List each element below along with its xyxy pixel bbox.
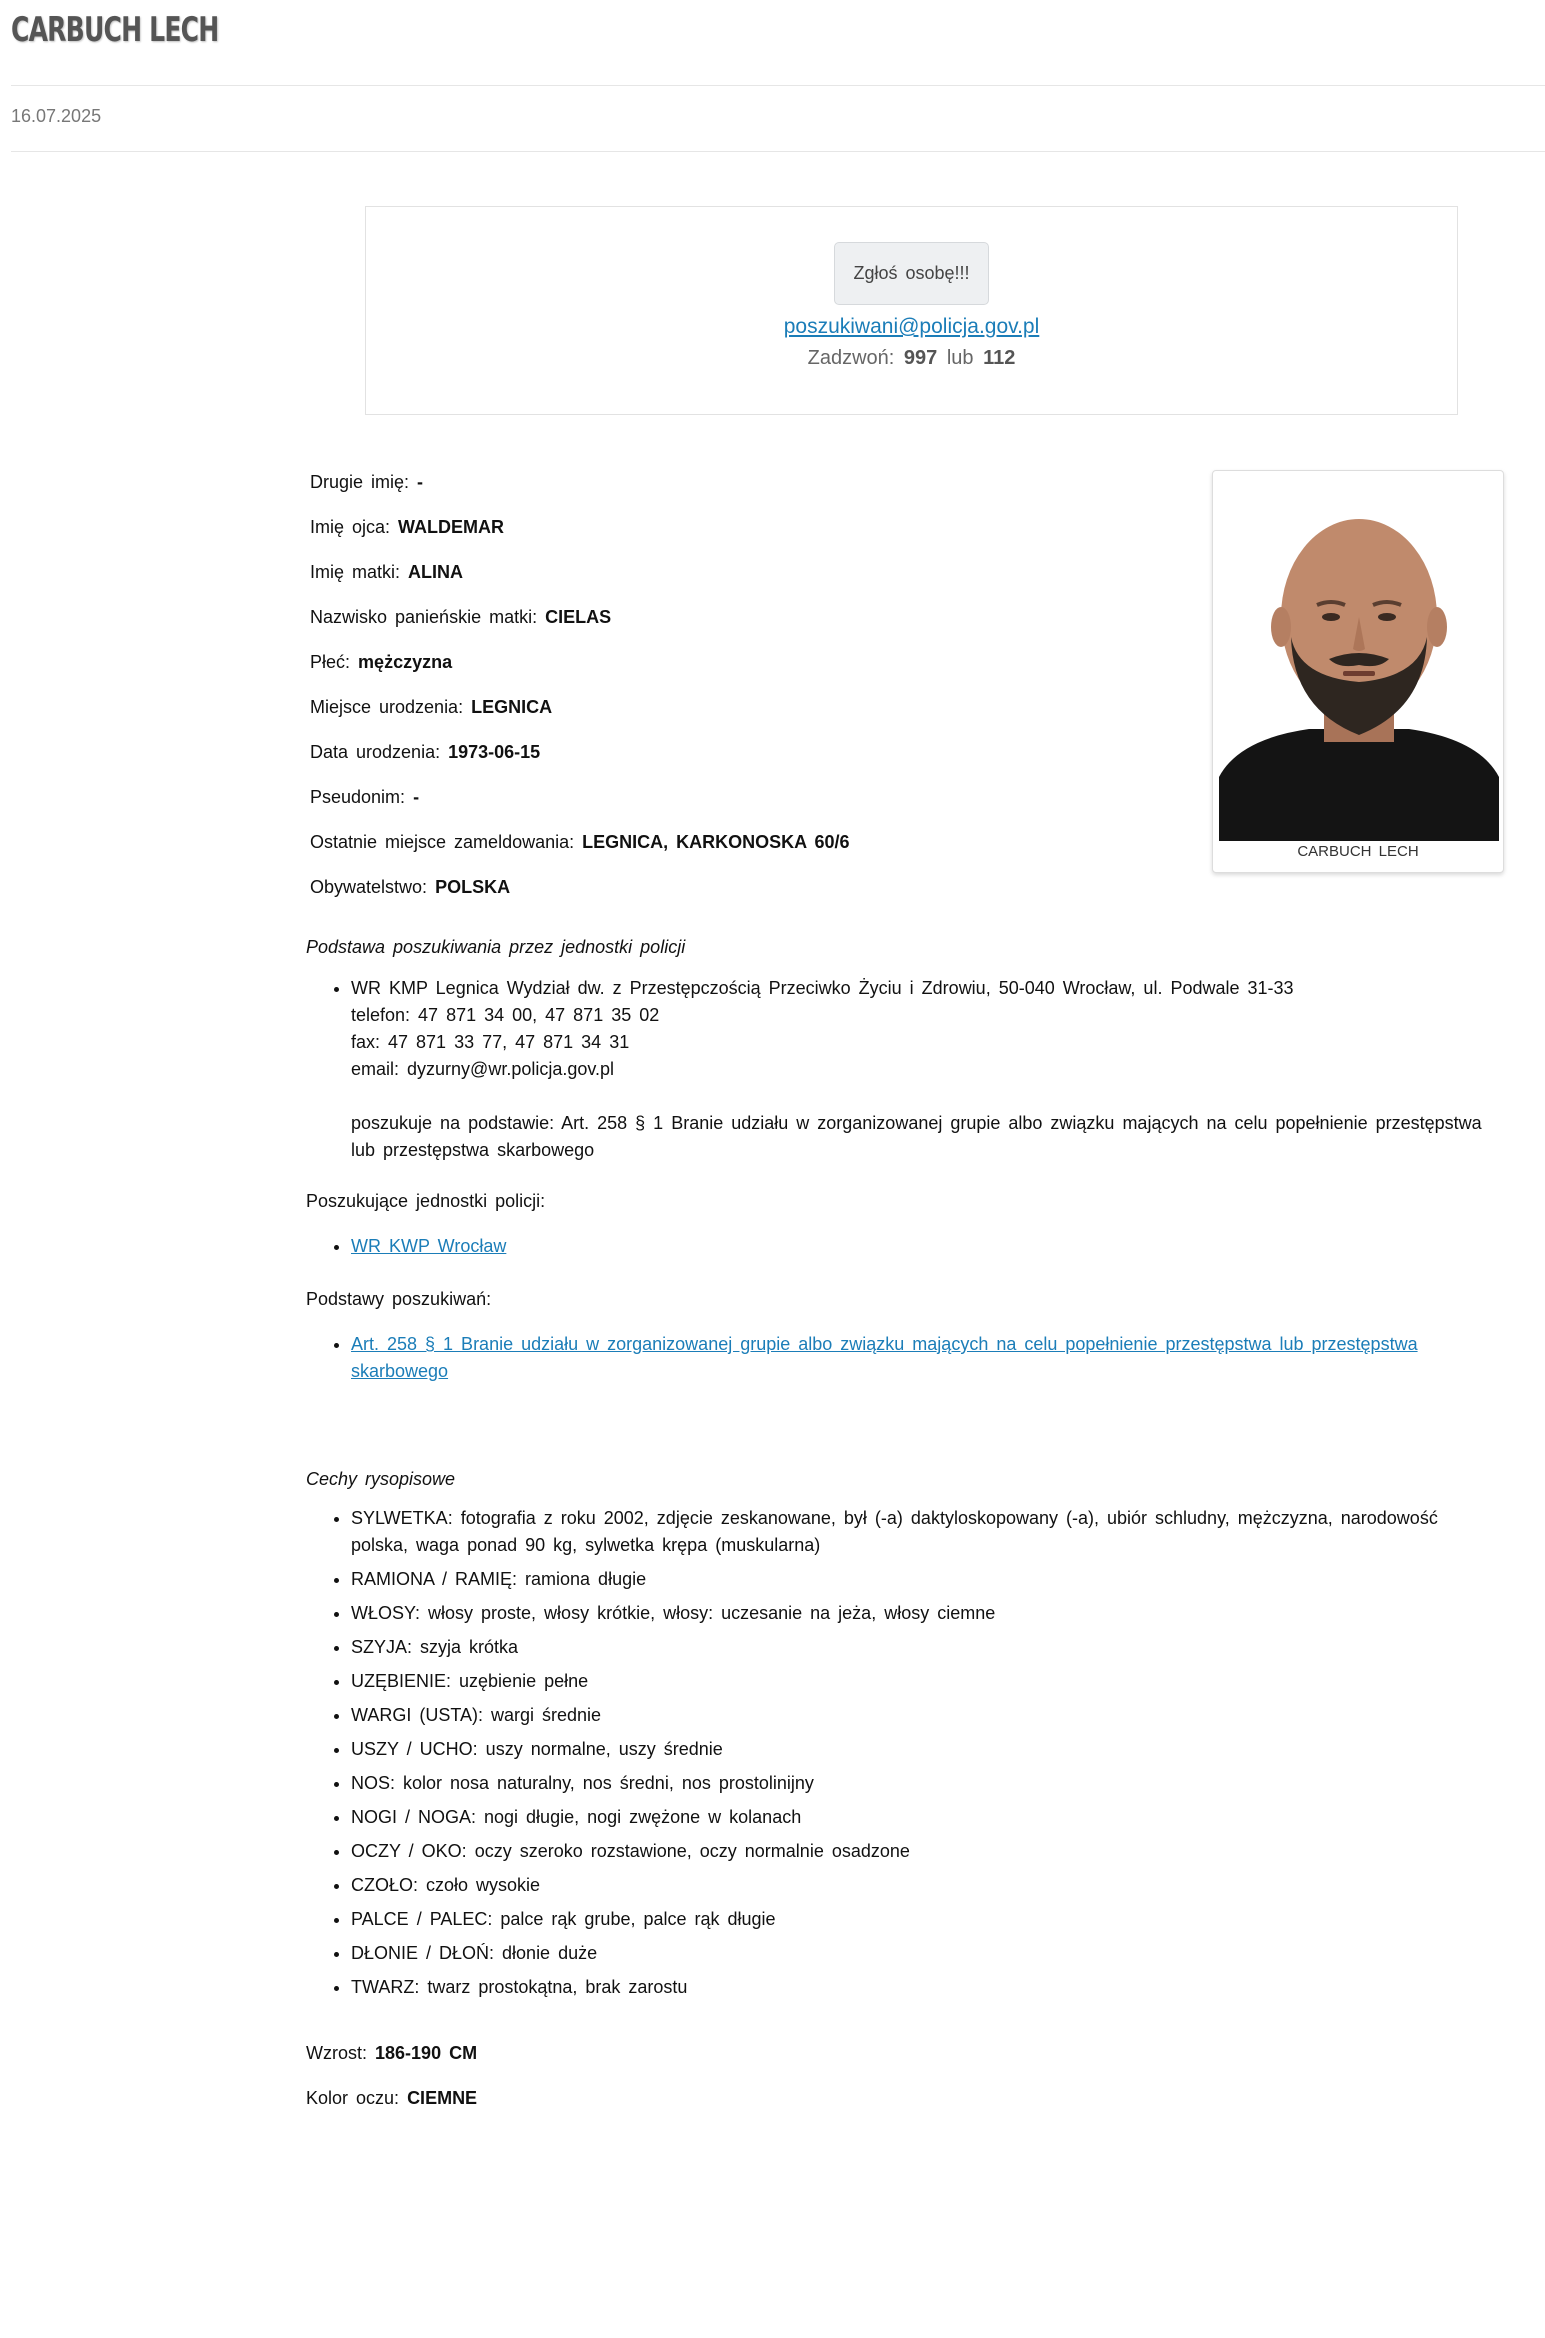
- search-basis-section: [306, 934, 1486, 1171]
- search-basis-heading: Podstawa poszukiwania przez jednostki policji: [306, 937, 686, 957]
- feature-item: • WŁOSY: włosy proste, włosy krótkie, włosy: uczesanie na jeża, włosy ciemne: [351, 1600, 1486, 1627]
- searching-unit-link[interactable]: WR KWP Wrocław: [351, 1236, 507, 1256]
- detail-label: Płeć:: [310, 652, 351, 672]
- detail-row: [310, 771, 1070, 816]
- feature-item: • RAMIONA / RAMIĘ: ramiona długie: [351, 1566, 1486, 1593]
- search-grounds-section: [306, 1286, 1486, 1392]
- detail-row: [310, 726, 1070, 771]
- divider: [11, 85, 1545, 86]
- feature-item: • SYLWETKA: fotografia z roku 2002, zdjęcie zeskanowane, był (-a) daktyloskopowany (-a), ubiór schludny, mężczyzna, narodowość polska, waga ponad 90 kg, sylwetka krępa (muskularna): [351, 1505, 1486, 1559]
- detail-row: [310, 591, 1070, 636]
- detail-value: POLSKA: [435, 877, 511, 897]
- detail-row: [310, 816, 1070, 861]
- detail-label: Imię matki:: [310, 562, 401, 582]
- unit-address: • WR KMP Legnica Wydział dw. z Przestępczością Przeciwko Życiu i Zdrowiu, 50-040 Wrocław, ul. Podwale 31-33: [351, 978, 1294, 998]
- detail-label: Drugie imię:: [310, 472, 410, 492]
- detail-value: -: [413, 787, 420, 807]
- detail-value: LEGNICA: [471, 697, 553, 717]
- detail-row: [310, 681, 1070, 726]
- detail-label: Pseudonim:: [310, 787, 406, 807]
- or-text: lub: [946, 347, 974, 369]
- detail-row: [310, 546, 1070, 591]
- height-label: Wzrost:: [306, 2043, 367, 2063]
- feature-item: • OCZY / OKO: oczy szeroko rozstawione, oczy normalnie osadzone: [351, 1838, 1486, 1865]
- searching-unit-item: [351, 1233, 1486, 1260]
- person-photo: [1219, 477, 1499, 841]
- legal-basis: poszukuje na podstawie: Art. 258 § 1 Branie udziału w zorganizowanej grupie albo związku mających na celu popełnienie przestępstwa lub przestępstwa skarbowego: [351, 1113, 1482, 1160]
- detail-label: Miejsce urodzenia:: [310, 697, 464, 717]
- phone-number-997: 997: [903, 347, 938, 369]
- report-email-link[interactable]: poszukiwani@policja.gov.pl: [783, 315, 1040, 338]
- report-person-button[interactable]: Zgłoś osobę!!!: [834, 242, 988, 305]
- detail-row: [310, 636, 1070, 681]
- search-ground-item: [351, 1331, 1471, 1385]
- detail-label: Obywatelstwo:: [310, 877, 428, 897]
- eye-color-label: Kolor oczu:: [306, 2088, 400, 2108]
- search-ground-link[interactable]: Art. 258 § 1 Branie udziału w zorganizowanej grupie albo związku mających na celu popełnienie przestępstwa lub przestępstwa skarbowego: [351, 1334, 1418, 1381]
- search-grounds-heading: Podstawy poszukiwań:: [306, 1289, 492, 1309]
- photo-caption: CARBUCH LECH: [1297, 843, 1419, 860]
- detail-value: mężczyzna: [358, 652, 453, 672]
- height-value: 186-190 CM: [375, 2043, 478, 2063]
- detail-row: [310, 861, 1070, 906]
- unit-fax: fax: 47 871 33 77, 47 871 34 31: [351, 1032, 630, 1052]
- feature-item: • WARGI (USTA): wargi średnie: [351, 1702, 1486, 1729]
- unit-email: email: dyzurny@wr.policja.gov.pl: [351, 1059, 615, 1079]
- call-prefix: Zadzwoń:: [807, 347, 895, 369]
- feature-item: • PALCE / PALEC: palce rąk grube, palce rąk długie: [351, 1906, 1486, 1933]
- detail-value: CIELAS: [545, 607, 612, 627]
- personal-details: [310, 456, 1070, 906]
- detail-label: Nazwisko panieńskie matki:: [310, 607, 538, 627]
- publication-date: 16.07.2025: [11, 106, 102, 126]
- detail-label: Ostatnie miejsce zameldowania:: [310, 832, 575, 852]
- features-section: [306, 1466, 1486, 2008]
- features-heading: Cechy rysopisowe: [306, 1469, 456, 1489]
- detail-value: 1973-06-15: [448, 742, 541, 762]
- eye-color-value: CIEMNE: [407, 2088, 478, 2108]
- detail-label: Data urodzenia:: [310, 742, 441, 762]
- detail-label: Imię ojca:: [310, 517, 391, 537]
- searching-units-section: [306, 1188, 1486, 1267]
- detail-value: -: [417, 472, 424, 492]
- feature-item: • DŁONIE / DŁOŃ: dłonie duże: [351, 1940, 1486, 1967]
- search-basis-item: [351, 975, 1486, 1164]
- feature-item: • UZĘBIENIE: uzębienie pełne: [351, 1668, 1486, 1695]
- report-phone: [366, 347, 1457, 370]
- feature-item: • SZYJA: szyja krótka: [351, 1634, 1486, 1661]
- page-title: CARBUCH LECH: [11, 10, 219, 50]
- feature-item: • USZY / UCHO: uszy normalne, uszy średnie: [351, 1736, 1486, 1763]
- detail-row: [310, 456, 1070, 501]
- feature-item: • TWARZ: twarz prostokątna, brak zarostu: [351, 1974, 1486, 2001]
- report-box: [365, 206, 1458, 415]
- feature-item: • NOGI / NOGA: nogi długie, nogi zwężone w kolanach: [351, 1804, 1486, 1831]
- height-row: [306, 2040, 1486, 2067]
- detail-value: LEGNICA, KARKONOSKA 60/6: [582, 832, 850, 852]
- detail-value: ALINA: [408, 562, 464, 582]
- photo-card: [1212, 470, 1504, 873]
- searching-units-heading: Poszukujące jednostki policji:: [306, 1191, 546, 1211]
- eye-color-row: [306, 2085, 1486, 2112]
- unit-phone: telefon: 47 871 34 00, 47 871 35 02: [351, 1005, 660, 1025]
- detail-value: WALDEMAR: [398, 517, 505, 537]
- divider: [11, 151, 1545, 152]
- phone-number-112: 112: [983, 347, 1016, 369]
- feature-item: • NOS: kolor nosa naturalny, nos średni, nos prostolinijny: [351, 1770, 1486, 1797]
- feature-item: • CZOŁO: czoło wysokie: [351, 1872, 1486, 1899]
- detail-row: [310, 501, 1070, 546]
